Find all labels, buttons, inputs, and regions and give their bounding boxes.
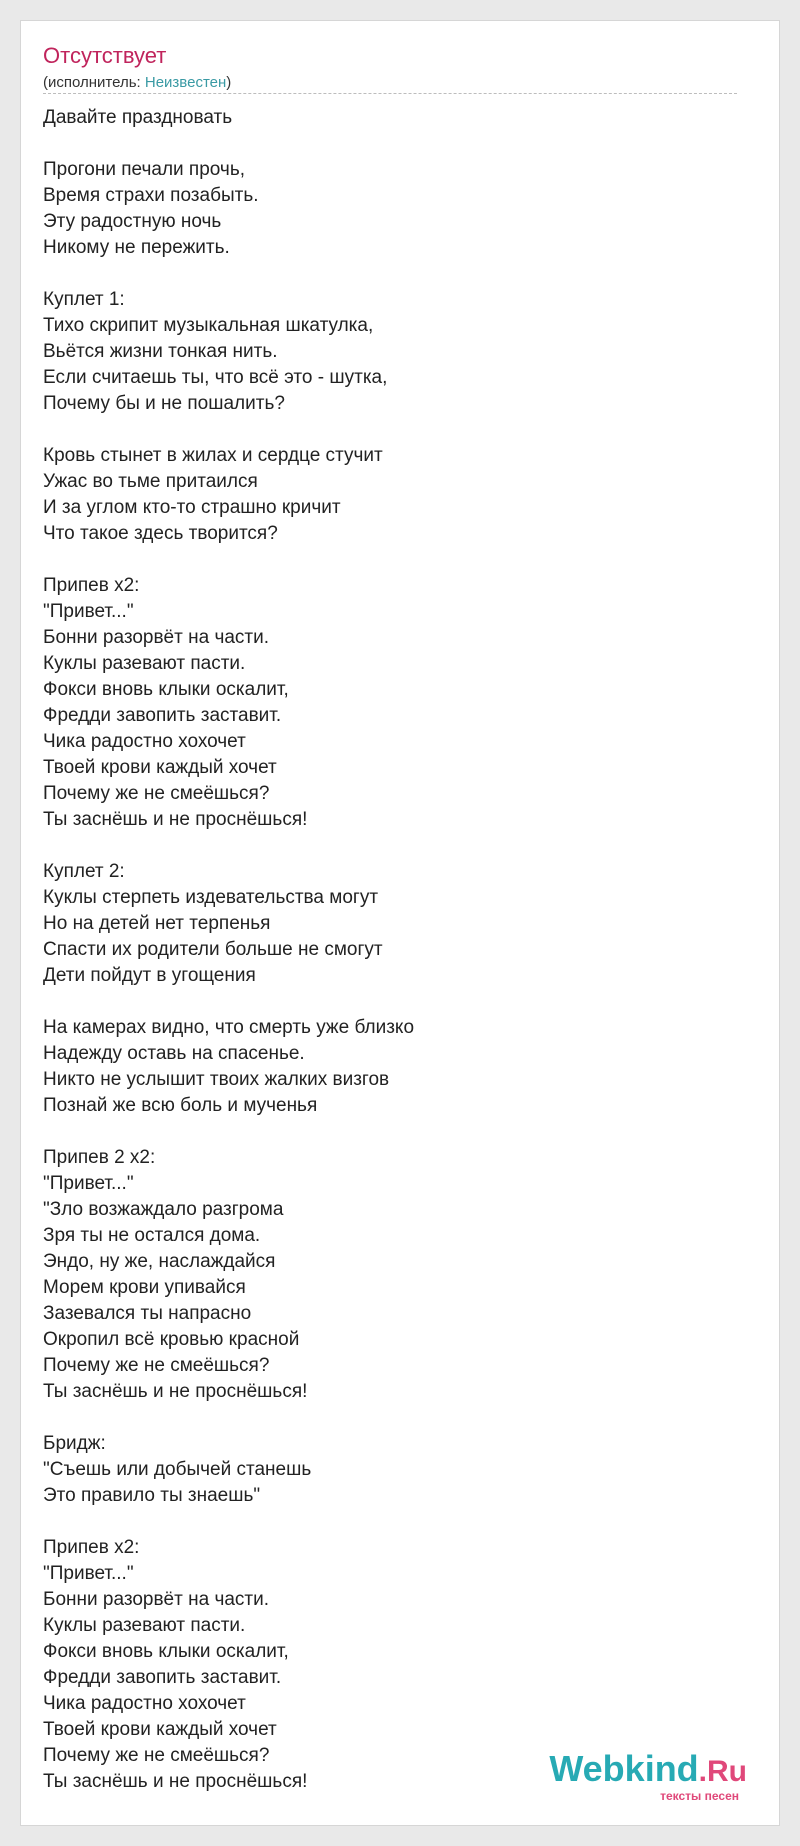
lyrics-line: Вьётся жизни тонкая нить. (43, 341, 278, 362)
lyrics-blank-line (43, 131, 743, 157)
lyrics-line: Куплет 1: (43, 289, 125, 310)
lyrics-line: Куклы стерпеть издевательства могут (43, 887, 379, 908)
lyrics-line: Это правило ты знаешь" (43, 1485, 261, 1506)
lyrics-line: Припев x2: (43, 575, 140, 596)
logo-wordmark (549, 1749, 747, 1792)
lyrics-line: Эндо, ну же, наслаждайся (43, 1251, 276, 1272)
title-divider (43, 93, 737, 94)
lyrics-line: Тихо скрипит музыкальная шкатулка, (43, 315, 374, 336)
lyrics-line: "Привет..." (43, 1563, 134, 1584)
artist-prefix: (исполнитель: (43, 74, 145, 91)
lyrics-line: Зря ты не остался дома. (43, 1225, 261, 1246)
lyrics-line: Почему же не смеёшься? (43, 783, 270, 804)
lyrics-line: "Привет..." (43, 1173, 134, 1194)
lyrics-line: Куплет 2: (43, 861, 125, 882)
lyrics-blank-line (43, 1119, 743, 1145)
song-meta (43, 74, 231, 92)
lyrics-line: Твоей крови каждый хочет (43, 1719, 277, 1740)
lyrics-blank-line (43, 547, 743, 573)
lyrics-line: Давайте праздновать (43, 107, 233, 128)
lyrics-line: Чика радостно хохочет (43, 731, 246, 752)
lyrics-blank-line (43, 261, 743, 287)
lyrics-line: Если считаешь ты, что всё это - шутка, (43, 367, 388, 388)
lyrics-line: Припев x2: (43, 1537, 140, 1558)
lyrics-line: "Привет..." (43, 601, 134, 622)
lyrics-line: Чика радостно хохочет (43, 1693, 246, 1714)
artist-suffix: ) (226, 74, 232, 91)
lyrics-line: Бонни разорвёт на части. (43, 627, 270, 648)
lyrics-line: Фредди завопить заставит. (43, 705, 282, 726)
lyrics-line: Ты заснёшь и не проснёшься! (43, 809, 308, 830)
lyrics-blank-line (43, 417, 743, 443)
lyrics-line: И за углом кто-то страшно кричит (43, 497, 341, 518)
lyrics-blank-line (43, 1509, 743, 1535)
lyrics-line: Фредди завопить заставит. (43, 1667, 282, 1688)
lyrics-line: Спасти их родители больше не смогут (43, 939, 383, 960)
lyrics-line: "Съешь или добычей станешь (43, 1459, 312, 1480)
lyrics-line: Куклы разевают пасти. (43, 653, 246, 674)
site-logo[interactable] (547, 1749, 747, 1805)
artist-link[interactable]: Неизвестен (144, 74, 227, 91)
lyrics-page (20, 20, 780, 1826)
lyrics-line: Фокси вновь клыки оскалит, (43, 1641, 289, 1662)
logo-brand: Webkind (549, 1748, 699, 1789)
lyrics-line: Фокси вновь клыки оскалит, (43, 679, 289, 700)
logo-tagline: тексты песен (660, 1789, 739, 1803)
lyrics-line: "Зло возжаждало разгрома (43, 1199, 284, 1220)
lyrics-line: Эту радостную ночь (43, 211, 222, 232)
lyrics-line: Зазевался ты напрасно (43, 1303, 252, 1324)
lyrics-line: Что такое здесь творится? (43, 523, 278, 544)
lyrics-line: Бонни разорвёт на части. (43, 1589, 270, 1610)
logo-tld: .Ru (698, 1755, 747, 1788)
lyrics-line: Бридж: (43, 1433, 106, 1454)
lyrics-line: Окропил всё кровью красной (43, 1329, 300, 1350)
lyrics-line: Время страхи позабыть. (43, 185, 259, 206)
lyrics-line: Припев 2 x2: (43, 1147, 156, 1168)
lyrics-line: Куклы разевают пасти. (43, 1615, 246, 1636)
lyrics-line: Ужас во тьме притаился (43, 471, 258, 492)
lyrics-line: Никому не пережить. (43, 237, 230, 258)
lyrics-line: Дети пойдут в угощения (43, 965, 256, 986)
lyrics-line: Почему же не смеёшься? (43, 1745, 270, 1766)
lyrics-blank-line (43, 833, 743, 859)
lyrics-line: Никто не услышит твоих жалких визгов (43, 1069, 390, 1090)
song-title: Отсутствует (43, 43, 167, 68)
lyrics-line: Твоей крови каждый хочет (43, 757, 277, 778)
lyrics-body (43, 105, 743, 1795)
lyrics-line: Ты заснёшь и не проснёшься! (43, 1771, 308, 1792)
lyrics-blank-line (43, 1405, 743, 1431)
lyrics-line: Кровь стынет в жилах и сердце стучит (43, 445, 383, 466)
lyrics-line: Морем крови упивайся (43, 1277, 246, 1298)
lyrics-line: На камерах видно, что смерть уже близко (43, 1017, 415, 1038)
lyrics-blank-line (43, 989, 743, 1015)
lyrics-line: Почему же не смеёшься? (43, 1355, 270, 1376)
lyrics-line: Почему бы и не пошалить? (43, 393, 285, 414)
lyrics-line: Прогони печали прочь, (43, 159, 246, 180)
lyrics-line: Ты заснёшь и не проснёшься! (43, 1381, 308, 1402)
lyrics-line: Познай же всю боль и мученья (43, 1095, 318, 1116)
lyrics-line: Но на детей нет терпенья (43, 913, 271, 934)
lyrics-line: Надежду оставь на спасенье. (43, 1043, 305, 1064)
